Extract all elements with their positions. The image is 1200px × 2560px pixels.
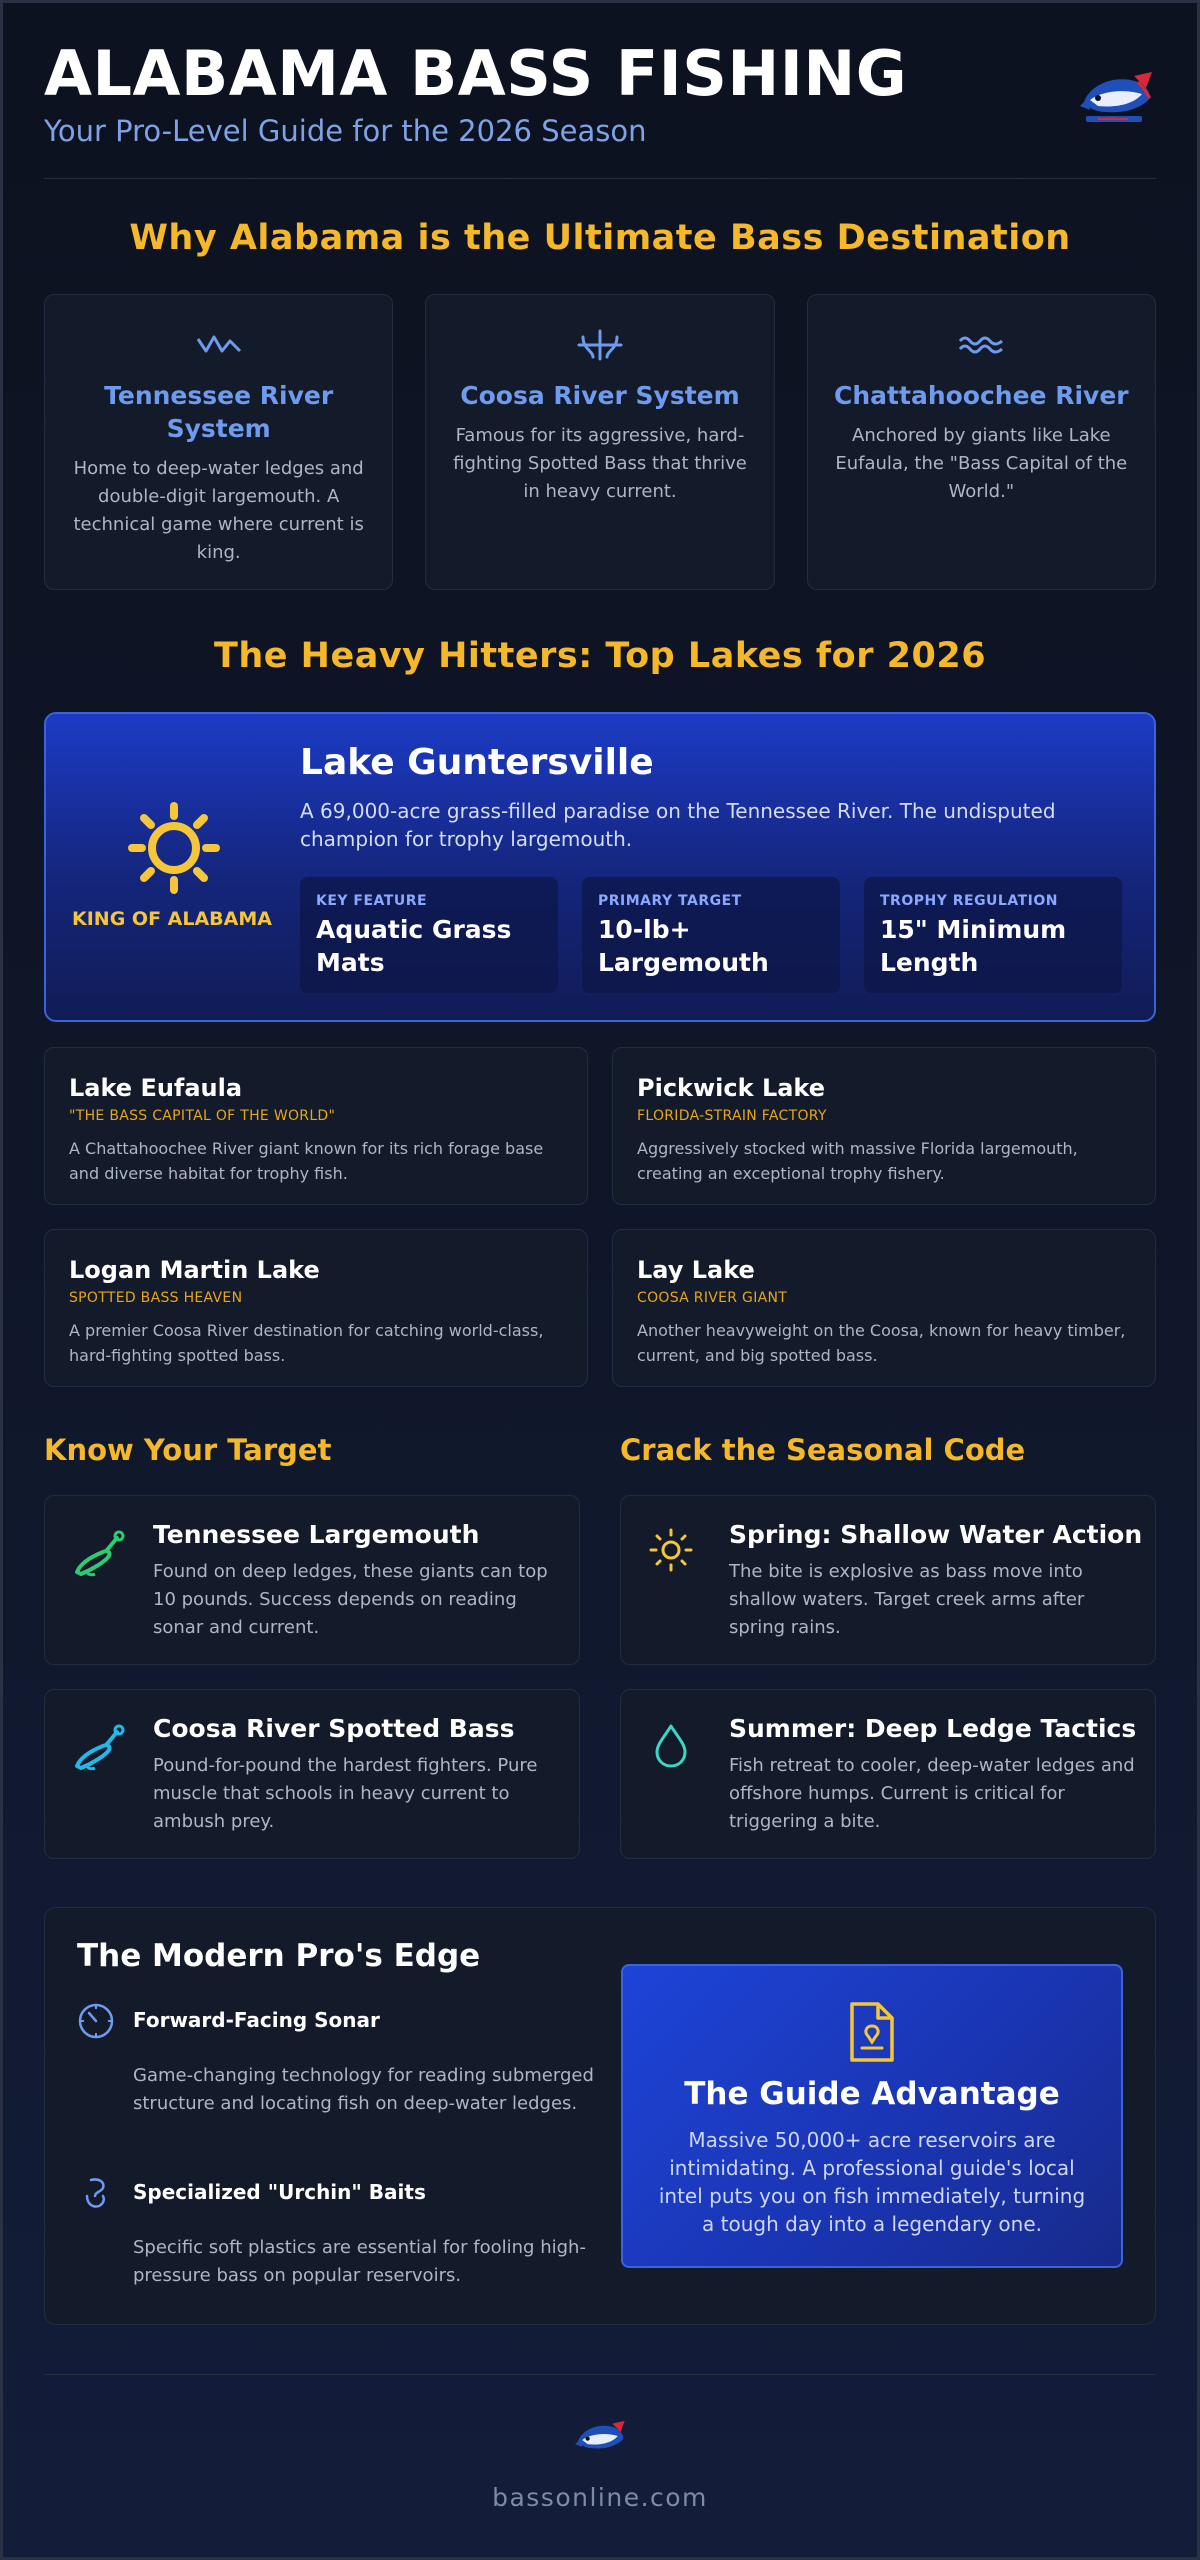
bass-fish-logo-icon [570,2414,630,2466]
stat-value: Aquatic Grass Mats [316,915,512,977]
river-description: Anchored by giants like Lake Eufaula, the "Bass Capital of the World." [835,425,1128,502]
river-name: Tennessee River System [104,381,334,443]
season-card [620,1495,1156,1665]
target-card [44,1495,580,1665]
water-drop-icon [647,1720,703,1776]
river-name: Coosa River System [460,381,740,410]
river-description: Home to deep-water ledges and double-digit largemouth. A technical game where current is king. [73,458,364,563]
edge-item-description: Specific soft plastics are essential for fooling high-pressure bass on popular reservoirs. [133,2237,586,2286]
sun-icon [128,802,220,894]
target-section-title: Know Your Target [44,1433,332,1467]
featured-lake-description: A 69,000-acre grass-filled paradise on the Tennessee River. The undisputed champion for trophy largemouth. [300,799,1056,851]
lake-description: A Chattahoochee River giant known for its rich forage base and diverse habitat for trophy fish. [69,1139,544,1183]
river-systems [44,294,1156,590]
featured-lake-name: Lake Guntersville [300,742,654,783]
edge-item [77,2002,607,2152]
stat-label: KEY FEATURE [316,893,428,909]
river-card [425,294,774,590]
lake-card [44,1229,588,1387]
ledge-wave-icon [71,329,366,365]
target-name: Coosa River Spotted Bass [153,1714,515,1743]
footer-website[interactable]: bassonline.com [492,2483,708,2512]
page-title: ALABAMA BASS FISHING [44,37,908,110]
lake-tag: SPOTTED BASS HEAVEN [69,1290,243,1306]
guide-title: The Guide Advantage [684,2076,1060,2112]
lake-description: Aggressively stocked with massive Florida largemouth, creating an exceptional trophy fishery. [637,1139,1078,1183]
edge-item-name: Forward-Facing Sonar [133,2008,380,2032]
river-name: Chattahoochee River [834,381,1129,410]
sun-icon [647,1526,703,1582]
fishing-lure-icon [71,1720,127,1776]
waves-icon [834,329,1129,365]
target-description: Pound-for-pound the hardest fighters. Pure muscle that schools in heavy current to ambush prey. [153,1755,538,1832]
stat-label: PRIMARY TARGET [598,893,742,909]
river-card [807,294,1156,590]
lake-name: Lake Eufaula [69,1074,243,1102]
lakes-section-title: The Heavy Hitters: Top Lakes for 2026 [213,636,987,676]
lake-list [44,1047,1156,1387]
fishing-lure-icon [71,1526,127,1582]
header [44,38,1156,148]
season-card [620,1689,1156,1859]
edge-item [77,2174,607,2304]
document-location-icon [844,2000,900,2066]
lake-tag: COOSA RIVER GIANT [637,1290,788,1306]
season-name: Summer: Deep Ledge Tactics [729,1714,1137,1743]
stat-box [582,877,840,993]
target-description: Found on deep ledges, these giants can top 10 pounds. Success depends on reading sonar and current. [153,1561,548,1638]
target-card [44,1689,580,1859]
pro-edge-panel [44,1907,1156,2325]
lake-card [44,1047,588,1205]
stat-box [864,877,1122,993]
edge-item-name: Specialized "Urchin" Baits [133,2180,426,2204]
lake-description: Another heavyweight on the Coosa, known for heavy timber, current, and big spotted bass. [637,1321,1126,1365]
fishing-hook-icon [77,2174,115,2212]
season-name: Spring: Shallow Water Action [729,1520,1143,1549]
lake-card [612,1047,1156,1205]
pro-edge-title: The Modern Pro's Edge [77,1938,481,1974]
bass-fish-logo-icon [1076,62,1156,132]
page-subtitle: Your Pro-Level Guide for the 2026 Season [44,114,647,148]
header-divider [44,178,1156,179]
lake-description: A premier Coosa River destination for catching world-class, hard-fighting spotted bass. [69,1321,544,1365]
lake-tag: "THE BASS CAPITAL OF THE WORLD" [69,1108,336,1124]
stat-label: TROPHY REGULATION [880,893,1058,909]
target-name: Tennessee Largemouth [153,1520,480,1549]
season-description: Fish retreat to cooler, deep-water ledges and offshore humps. Current is critical for triggering a bite. [729,1755,1135,1832]
guide-advantage-card [621,1964,1123,2268]
featured-badge-label: KING OF ALABAMA [72,908,272,930]
footer-divider [44,2374,1156,2375]
featured-badge [46,714,298,1020]
lake-name: Pickwick Lake [637,1074,826,1102]
featured-lake-stats [300,877,1130,993]
featured-lake-card [44,712,1156,1022]
river-description: Famous for its aggressive, hard-fighting Spotted Bass that thrive in heavy current. [453,425,747,502]
stat-value: 15" Minimum Length [880,915,1067,977]
lake-card [612,1229,1156,1387]
lake-tag: FLORIDA-STRAIN FACTORY [637,1108,827,1124]
lake-name: Lay Lake [637,1256,755,1284]
featured-lake-content [300,742,1130,993]
edge-item-description: Game-changing technology for reading submerged structure and locating fish on deep-water ledges. [133,2065,594,2114]
stat-box [300,877,558,993]
river-card [44,294,393,590]
why-section-title: Why Alabama is the Ultimate Bass Destination [129,218,1071,258]
guide-description: Massive 50,000+ acre reservoirs are intimidating. A professional guide's local intel puts you on fish immediately, turning a tough day into a legendary one. [658,2128,1086,2236]
season-section-title: Crack the Seasonal Code [620,1433,1026,1467]
season-description: The bite is explosive as bass move into shallow waters. Target creek arms after spring rains. [729,1561,1085,1638]
lake-name: Logan Martin Lake [69,1256,320,1284]
sonar-gauge-icon [77,2002,115,2040]
stat-value: 10-lb+ Largemouth [598,915,769,977]
river-current-icon [452,329,747,365]
